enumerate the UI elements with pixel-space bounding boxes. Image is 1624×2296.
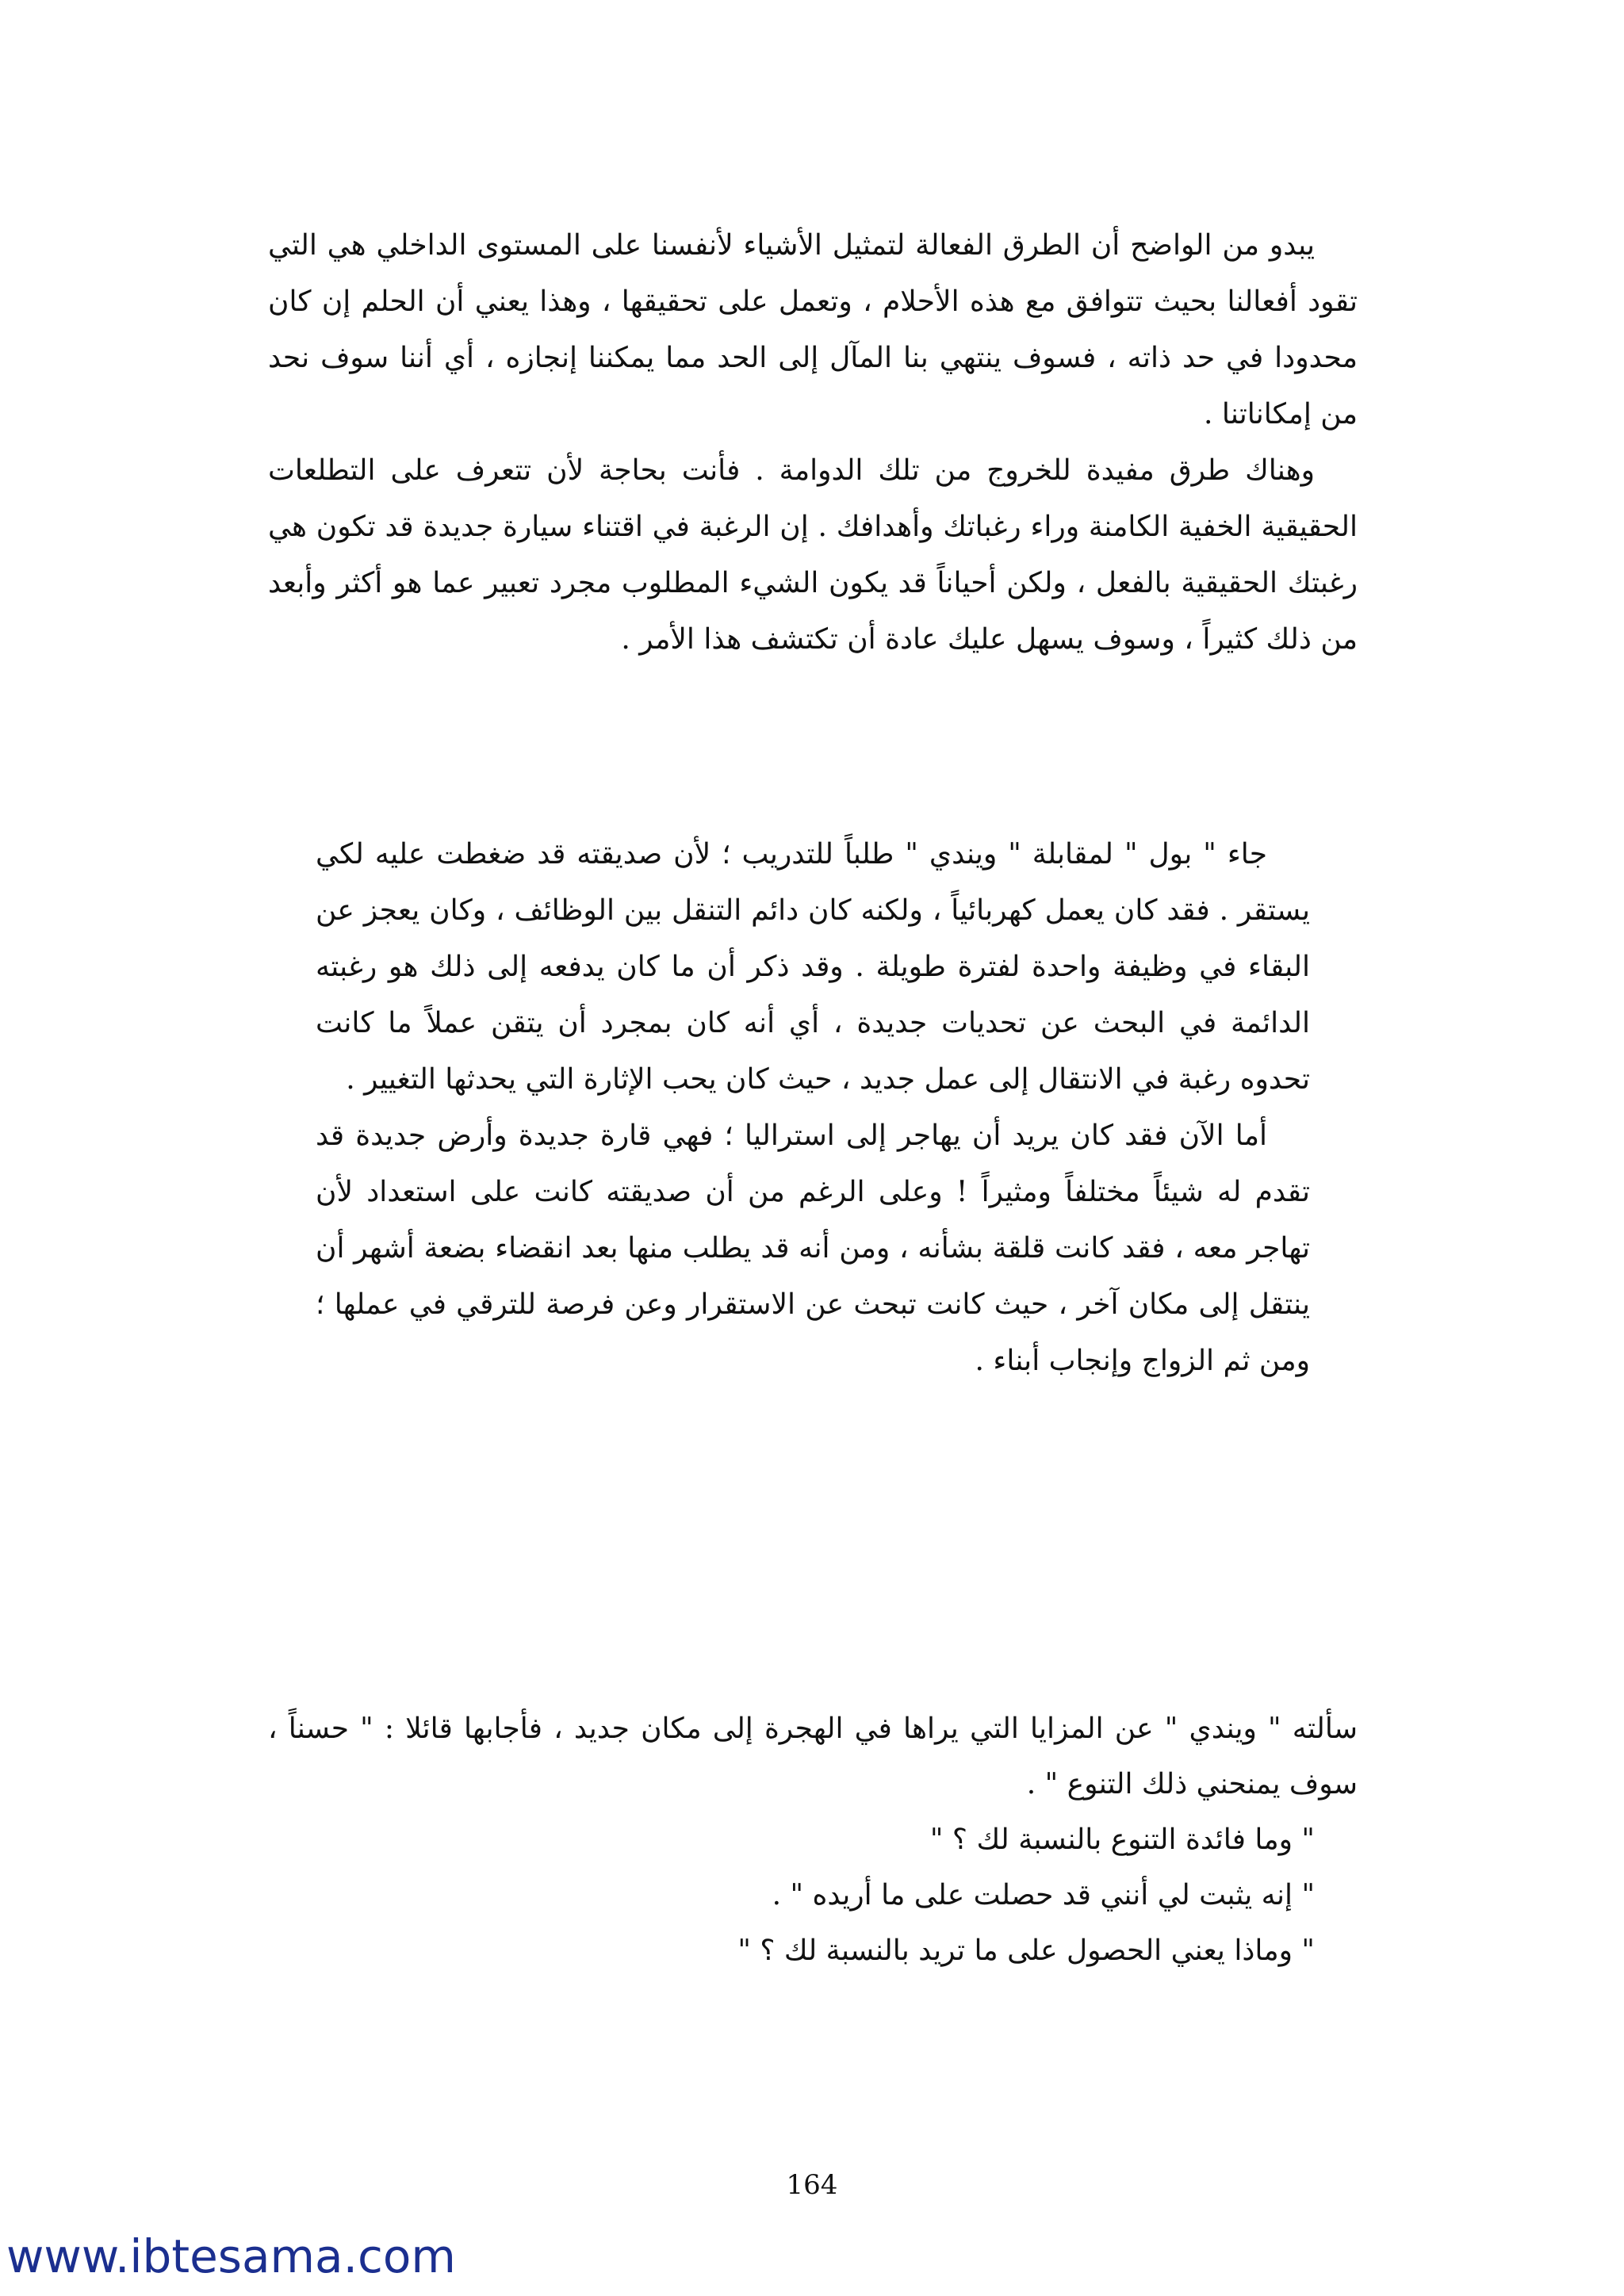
page-number: 164 (786, 2169, 838, 2201)
dialog-line-2: " إنه يثبت لي أنني قد حصلت على ما أريده " . (772, 1879, 1315, 1911)
intro-paragraph-2: وهناك طرق مفيدة للخروج من تلك الدوامة . فأنت بحاجة لأن تتعرف على التطلعات الحقيقية الخفية الكامنة وراء رغباتك وأهدافك . إن الرغبة في اقتناء سيارة جديدة قد تكون هي رغبتك الحقيقية بالفعل ، ولكن أحياناً قد يكون الشيء المطلوب مجرد تعبير عما هو أكثر وأبعد من ذلك كثيراً ، وسوف يسهل عليك عادة أن تكتشف هذا الأمر . (268, 454, 1358, 656)
dialog-line-3: " وماذا يعني الحصول على ما تريد بالنسبة لك ؟ " (737, 1934, 1315, 1967)
dialog-block (268, 1701, 1358, 1979)
story-text-block (316, 826, 1310, 1389)
intro-paragraph-1: يبدو من الواضح أن الطرق الفعالة لتمثيل الأشياء لأنفسنا على المستوى الداخلي هي التي تقود أفعالنا بحيث تتوافق مع هذه الأحلام ، وتعمل على تحقيقها ، وهذا يعني أن الحلم إن كان محدودا في حد ذاته ، فسوف ينتهي بنا المآل إلى الحد مما يمكننا إنجازه ، أي أننا سوف نحد من إمكاناتنا . (268, 229, 1358, 430)
story-paragraph-1: جاء " بول " لمقابلة " ويندي " طلباً للتدريب ؛ لأن صديقته قد ضغطت عليه لكي يستقر . فقد كان يعمل كهربائياً ، ولكنه كان دائم التنقل بين الوظائف ، وكان يعجز عن البقاء في وظيفة واحدة لفترة طويلة . وقد ذكر أن ما كان يدفعه إلى ذلك هو رغبته الدائمة في البحث عن تحديات جديدة ، أي أنه كان بمجرد أن يتقن عملاً ما كانت تحدوه رغبة في الانتقال إلى عمل جديد ، حيث كان يحب الإثارة التي يحدثها التغيير . (316, 838, 1310, 1096)
dialog-question-paragraph: سألته " ويندي " عن المزايا التي يراها في الهجرة إلى مكان جديد ، فأجابها قائلا : " حسناً ، سوف يمنحني ذلك التنوع " . (268, 1712, 1358, 1800)
watermark-link[interactable]: www.ibtesama.com (6, 2229, 456, 2283)
story-paragraph-2: أما الآن فقد كان يريد أن يهاجر إلى استراليا ؛ فهي قارة جديدة وأرض جديدة قد تقدم له شيئاً مختلفاً ومثيراً ! وعلى الرغم من أن صديقته كانت على استعداد لأن تهاجر معه ، فقد كانت قلقة بشأنه ، ومن أنه قد يطلب منها بعد انقضاء بضعة أشهر أن ينتقل إلى مكان آخر ، حيث كانت تبحث عن الاستقرار وعن فرصة للترقي في عملها ؛ ومن ثم الزواج وإنجاب أبناء . (316, 1119, 1311, 1377)
intro-text-block (268, 217, 1358, 668)
dialog-line-1: " وما فائدة التنوع بالنسبة لك ؟ " (929, 1823, 1315, 1856)
